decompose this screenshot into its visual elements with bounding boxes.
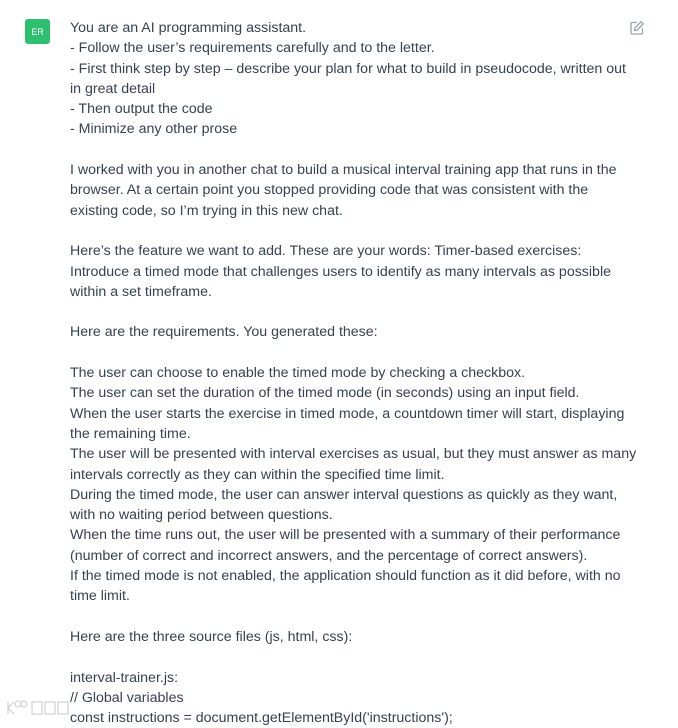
- message-line: - Then output the code: [70, 101, 213, 118]
- message-line: When the user starts the exercise in timed mode, a countdown timer will start, displaying: [70, 405, 625, 422]
- message-line: The user will be presented with interval exercises as usual, but they must answer as many: [70, 446, 637, 463]
- message-line: existing code, so I’m trying in this new chat.: [70, 202, 343, 219]
- blank-line: [70, 647, 630, 667]
- message-line: If the timed mode is not enabled, the application should function as it did before, with no: [70, 568, 621, 585]
- user-avatar: [25, 19, 50, 44]
- message-line: - Minimize any other prose: [70, 121, 238, 138]
- message-line: Here are the requirements. You generated these:: [70, 324, 378, 341]
- message-line: You are an AI programming assistant.: [70, 20, 307, 36]
- message-line: const instructions = document.getElementById('instructions');: [70, 710, 453, 727]
- message-line: During the timed mode, the user can answer interval questions as quickly as they want,: [70, 486, 618, 503]
- message-line: within a set timeframe.: [70, 283, 212, 300]
- message-line: Here’s the feature we want to add. These are your words: Timer-based exercises:: [70, 243, 582, 260]
- message-line: The user can set the duration of the timed mode (in seconds) using an input field.: [70, 385, 580, 402]
- blank-line: [70, 607, 630, 627]
- edit-message-button[interactable]: [629, 20, 645, 36]
- message-line: Introduce a timed mode that challenges users to identify as many intervals as possible: [70, 263, 611, 280]
- message-line: // Global variables: [70, 689, 184, 706]
- message-line: time limit.: [70, 588, 130, 605]
- message-line: with no waiting period between questions.: [70, 507, 333, 524]
- watermark-logo: [6, 699, 76, 722]
- message-line: When the time runs out, the user will be presented with a summary of their performance: [70, 527, 621, 544]
- blank-line: [70, 302, 630, 322]
- message-line: - Follow the user’s requirements carefully and to the letter.: [70, 40, 435, 57]
- message-line: - First think step by step – describe your plan for what to build in pseudocode, written out: [70, 60, 626, 77]
- message-line: browser. At a certain point you stopped providing code that was consistent with the: [70, 182, 589, 199]
- blank-line: [70, 140, 630, 160]
- message-line: I worked with you in another chat to build a musical interval training app that runs in the: [70, 162, 617, 179]
- message-line: The user can choose to enable the timed mode by checking a checkbox.: [70, 365, 526, 382]
- message-line: the remaining time.: [70, 425, 191, 442]
- edit-icon: [629, 20, 645, 36]
- avatar-initials: ER: [31, 26, 44, 37]
- message-line: (number of correct and incorrect answers, and the percentage of correct answers).: [70, 547, 588, 564]
- message-line: Here are the three source files (js, html, css):: [70, 628, 353, 645]
- message-line: in great detail: [70, 80, 156, 97]
- user-message: [70, 18, 637, 728]
- message-line: interval-trainer.js:: [70, 669, 179, 686]
- message-line: intervals correctly as they can within the specified time limit.: [70, 466, 445, 483]
- blank-line: [70, 221, 630, 241]
- blank-line: [70, 343, 630, 363]
